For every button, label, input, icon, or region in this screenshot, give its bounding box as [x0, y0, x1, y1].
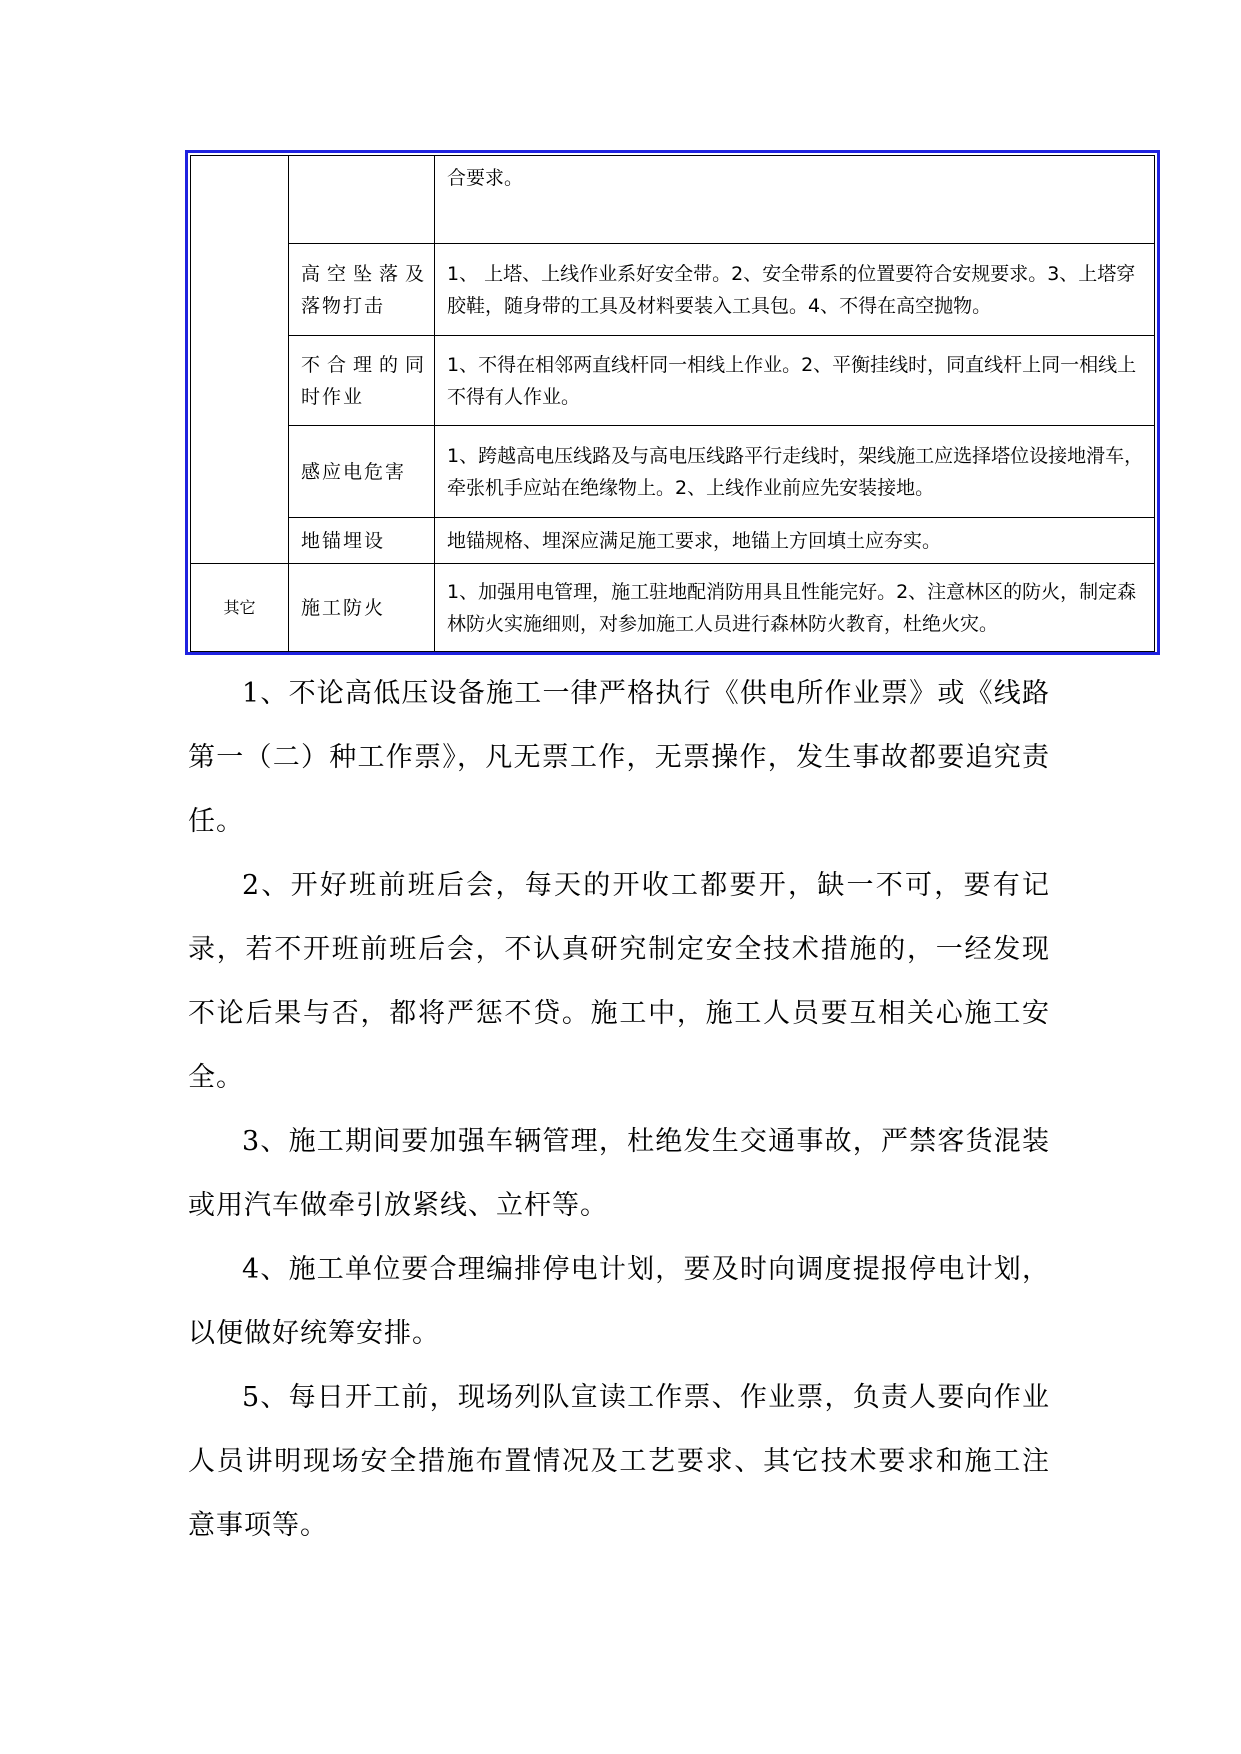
table-row [191, 156, 1155, 244]
paragraph: 4、施工单位要合理编排停电计划，要及时向调度提报停电计划，以便做好统筹安排。 [188, 1254, 1050, 1349]
table-row [191, 244, 1155, 336]
safety-table [190, 155, 1155, 652]
body-text [188, 662, 1050, 1558]
measures-cell: 地锚规格、埋深应满足施工要求，地锚上方回填土应夯实。 [435, 518, 1155, 564]
table-row [191, 426, 1155, 518]
hazard-cell: 高空坠落及落物打击 [289, 244, 435, 336]
paragraph: 5、每日开工前，现场列队宣读工作票、作业票，负责人要向作业人员讲明现场安全措施布置情况及工艺要求、其它技术要求和施工注意事项等。 [188, 1382, 1050, 1541]
table-row [191, 336, 1155, 426]
safety-measures-table [185, 150, 1160, 655]
hazard-cell: 感应电危害 [289, 426, 435, 518]
hazard-cell: 施工防火 [289, 564, 435, 652]
measures-cell: 1、加强用电管理，施工驻地配消防用具且性能完好。2、注意林区的防火，制定森林防火实施细则，对参加施工人员进行森林防火教育，杜绝火灾。 [435, 564, 1155, 652]
hazard-cell: 不合理的同时作业 [289, 336, 435, 426]
category-cell [191, 156, 289, 564]
paragraph: 3、施工期间要加强车辆管理，杜绝发生交通事故，严禁客货混装或用汽车做牵引放紧线、立杆等。 [188, 1126, 1050, 1221]
measures-cell: 1、跨越高电压线路及与高电压线路平行走线时，架线施工应选择塔位设接地滑车，牵张机手应站在绝缘物上。2、上线作业前应先安装接地。 [435, 426, 1155, 518]
hazard-cell [289, 156, 435, 244]
table-row [191, 564, 1155, 652]
measures-cell: 合要求。 [435, 156, 1155, 244]
measures-cell: 1、不得在相邻两直线杆同一相线上作业。2、平衡挂线时，同直线杆上同一相线上不得有人作业。 [435, 336, 1155, 426]
table-row [191, 518, 1155, 564]
hazard-cell: 地锚埋设 [289, 518, 435, 564]
paragraph: 1、不论高低压设备施工一律严格执行《供电所作业票》或《线路第一（二）种工作票》，凡无票工作，无票操作，发生事故都要追究责任。 [188, 678, 1050, 837]
category-cell: 其它 [191, 564, 289, 652]
paragraph: 2、开好班前班后会，每天的开收工都要开，缺一不可，要有记录，若不开班前班后会，不认真研究制定安全技术措施的，一经发现不论后果与否，都将严惩不贷。施工中，施工人员要互相关心施工安全。 [188, 870, 1050, 1093]
measures-cell: 1、 上塔、上线作业系好安全带。2、安全带系的位置要符合安规要求。3、上塔穿胶鞋，随身带的工具及材料要装入工具包。4、不得在高空抛物。 [435, 244, 1155, 336]
